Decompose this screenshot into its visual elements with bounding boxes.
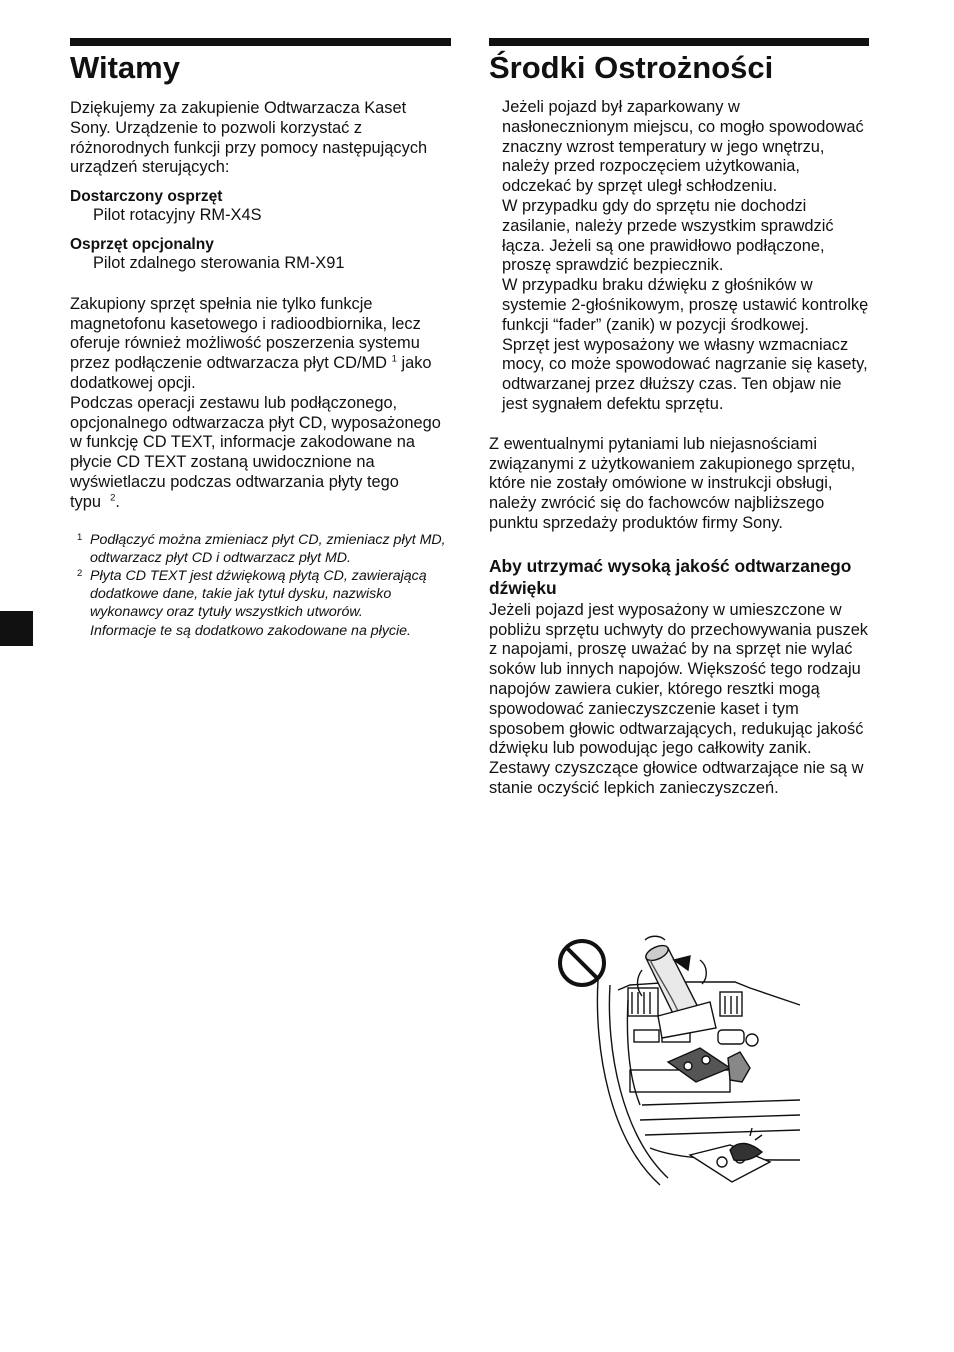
footnote-ref-1: 1 <box>391 353 397 365</box>
precaution-item: Jeżeli pojazd był zaparkowany w nasłonecznionym miejscu, co mogło spowodować znaczny wzrost temperatury w jego wnętrzu, należy przed rozpoczęciem użytkowania, odczekać by sprzęt uległ schłodzeniu. <box>502 98 864 196</box>
cdtext-paragraph <box>70 394 451 513</box>
footnote-1 <box>70 531 451 567</box>
footnotes <box>70 531 451 640</box>
footnote-text: Płyta CD TEXT jest dźwiękową płytą CD, zawierającą dodatkowe dane, takie jak tytuł dysku, nazwisko wykonawcy oraz tytuły wszystkich utworów. <box>90 567 427 621</box>
cdtext-text-b: . <box>115 492 120 511</box>
footnote-text: Podłączyć można zmieniacz płyt CD, zmieniacz płyt MD, odtwarzacz płyt CD i odtwarzacz płyt MD. <box>90 531 446 566</box>
page-edge-tab <box>0 611 33 646</box>
feature-text-b: jako dodatkowej opcji. <box>70 354 432 392</box>
right-column <box>489 38 869 799</box>
supplied-item: Pilot rotacyjny RM-X4S <box>93 206 262 225</box>
title-rule <box>489 38 869 46</box>
feature-text-a: Zakupiony sprzęt spełnia nie tylko funkcje magnetofonu kasetowego i radioodbiornika, lecz oferuje również możliwość poszerzenia systemu przez podłączenie odtwarzacza płyt CD/MD <box>70 294 421 373</box>
cdtext-text-a: Podczas operacji zestawu lub podłączonego, opcjonalnego odtwarzacza płyt CD, wyposażonego w funkcję CD TEXT, informacje zakodowane na płycie CD TEXT zostaną uwidocznione na wyświetlaczu podczas odtwarzania płyty tego typu <box>70 393 441 511</box>
footnote-number: 1 <box>77 531 83 543</box>
supplied-heading: Dostarczony osprzęt <box>70 188 223 206</box>
left-column <box>70 38 451 640</box>
spilled-drink-illustration <box>550 930 805 1205</box>
precaution-item: Sprzęt jest wyposażony we własny wzmacniacz mocy, co może spowodować nagrzanie się kasety, odtwarzanej przez dłuższy czas. Ten objaw nie jest sygnałem defektu sprzętu. <box>502 335 868 413</box>
title-rule <box>70 38 451 46</box>
sound-quality-heading: Aby utrzymać wysoką jakość odtwarzanego dźwięku <box>489 555 852 598</box>
prohibition-icon <box>560 941 604 985</box>
footnote-2 <box>70 567 451 640</box>
footnote-ref-2: 2 <box>110 492 116 504</box>
drink-can <box>638 936 717 1038</box>
page-title-witamy: Witamy <box>70 50 180 85</box>
footnote-number: 2 <box>77 567 83 579</box>
optional-heading: Osprzęt opcjonalny <box>70 235 214 253</box>
optional-item: Pilot zdalnego sterowania RM-X91 <box>93 253 345 272</box>
precaution-item: W przypadku braku dźwięku z głośników w systemie 2-głośnikowym, proszę ustawić kontrolkę funkcji “fader” (zanik) w pozycji środkowej. <box>502 276 869 334</box>
feature-paragraph <box>70 295 451 394</box>
page-title-precautions: Środki Ostrożności <box>489 50 774 85</box>
precaution-item: W przypadku gdy do sprzętu nie dochodzi zasilanie, należy przede wszystkim sprawdzić łącza. Jeżeli są one prawidłowo podłączone, proszę sprawdzić bezpiecznik. <box>502 196 834 275</box>
contact-paragraph: Z ewentualnymi pytaniami lub niejasnościami związanymi z użytkowaniem zakupionego sprzętu, które nie zostały omówione w instrukcji obsługi, należy zwrócić się do fachowców najbliższego punktu sprzedaży produktów firmy Sony. <box>489 434 856 532</box>
precautions-list <box>489 98 869 415</box>
sound-quality-paragraph: Jeżeli pojazd jest wyposażony w umieszczone w pobliżu sprzętu uchwyty do przechowywania puszek z napojami, proszę uważać by na sprzęt nie wylać soków lub innych napojów. Większość tego rodzaju napojów zawiera cukier, którego resztki mogą spowodować zanieczyszczenie kaset i tym sposobem głowic odtwarzających, redukując jakość dźwięku lub powodując jego całkowity zanik. <box>489 600 869 758</box>
intro-paragraph: Dziękujemy za zakupienie Odtwarzacza Kaset Sony. Urządzenie to pozwoli korzystać z różnorodnych funkcji przy pomocy następujących urządzeń sterujących: <box>70 99 428 177</box>
cassette-on-floor <box>690 1128 770 1182</box>
cassette-in-slot <box>668 1048 750 1082</box>
footnote-extra-text: Informacje te są dodatkowo zakodowane na płycie. <box>90 622 411 639</box>
cleaning-paragraph: Zestawy czyszczące głowice odtwarzające nie są w stanie oczyścić lepkich zanieczyszczeń. <box>489 759 864 797</box>
